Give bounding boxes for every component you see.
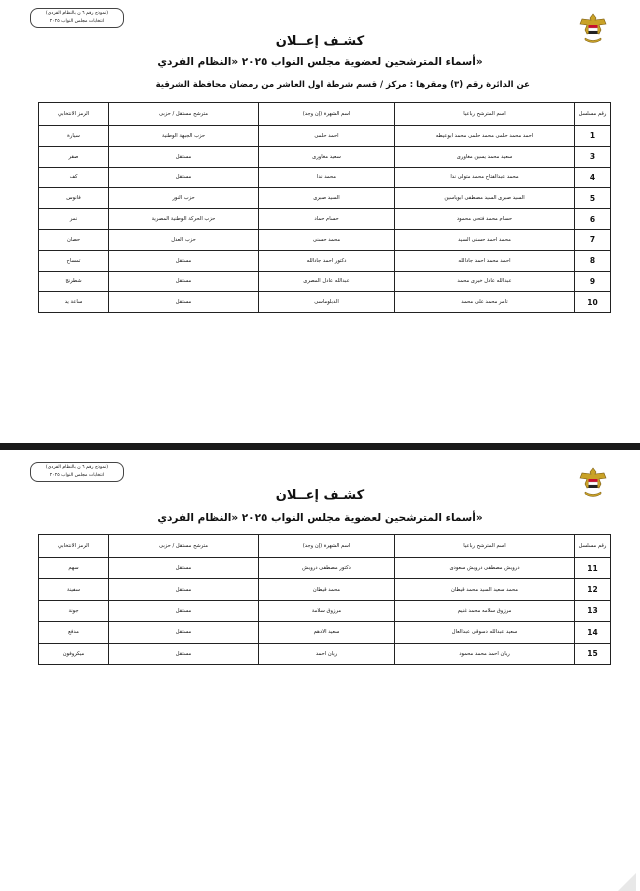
cell-serial-number: 8	[575, 250, 611, 271]
cell-affiliation: حزب الجبهة الوطنية	[109, 126, 259, 147]
cell-affiliation: مستقل	[109, 271, 259, 292]
header-candidate-name: اسم المترشح رباعيا	[395, 535, 575, 558]
cell-fame-name: مرزوق سلامة	[259, 600, 395, 621]
header-affiliation: مترشح مستقل / حزبى	[109, 535, 259, 558]
cell-serial-number: 9	[575, 271, 611, 292]
cell-serial-number: 3	[575, 146, 611, 167]
header-candidate-name: اسم المترشح رباعيا	[395, 103, 575, 126]
candidates-table-page-1	[38, 102, 611, 313]
page-title: كشـف إعــلان	[275, 488, 365, 503]
cell-electoral-symbol: جونة	[39, 600, 109, 621]
cell-electoral-symbol: شطرنج	[39, 271, 109, 292]
cell-candidate-name: احمد محمد احمد جادالله	[395, 250, 575, 271]
table-row	[39, 579, 611, 600]
page-curl	[618, 873, 636, 891]
cell-fame-name: دكتور احمد جادالله	[259, 250, 395, 271]
cell-fame-name: محمد قيطان	[259, 579, 395, 600]
cell-affiliation: مستقل	[109, 292, 259, 313]
cell-fame-name: محمد ندا	[259, 167, 395, 188]
cell-fame-name: السيد صبرى	[259, 188, 395, 209]
table-row	[39, 209, 611, 230]
cell-fame-name: الدبلوماسى	[259, 292, 395, 313]
table-header-row	[39, 103, 611, 126]
cell-affiliation: حزب الحركة الوطنية المصرية	[109, 209, 259, 230]
form-stamp: (نموذج رقم ٦ ن بالنظام الفردي) انتخابات مجلس النواب ٢٠٢٥	[30, 462, 124, 482]
cell-candidate-name: احمد محمد حلمى محمد حلمى محمد ابوعيطه	[395, 126, 575, 147]
cell-affiliation: مستقل	[109, 622, 259, 643]
cell-affiliation: مستقل	[109, 167, 259, 188]
cell-candidate-name: محمد عبدالفتاح محمد متولى ندا	[395, 167, 575, 188]
header-serial-number: رقم مسلسل	[575, 103, 611, 126]
form-stamp: (نموذج رقم ٦ ن بالنظام الفردي) انتخابات مجلس النواب ٢٠٢٥	[30, 8, 124, 28]
header-serial-number: رقم مسلسل	[575, 535, 611, 558]
table-row	[39, 600, 611, 621]
cell-candidate-name: سعيد عبدالله دسوقى عبدالعال	[395, 622, 575, 643]
cell-candidate-name: تامر محمد على محمد	[395, 292, 575, 313]
cell-affiliation: مستقل	[109, 643, 259, 664]
table-row	[39, 250, 611, 271]
cell-fame-name: سعيد مغاورى	[259, 146, 395, 167]
cell-serial-number: 15	[575, 643, 611, 664]
cell-serial-number: 13	[575, 600, 611, 621]
cell-candidate-name: ريان احمد محمد محمود	[395, 643, 575, 664]
cell-serial-number: 10	[575, 292, 611, 313]
cell-serial-number: 14	[575, 622, 611, 643]
cell-electoral-symbol: كف	[39, 167, 109, 188]
cell-affiliation: مستقل	[109, 600, 259, 621]
candidates-table-page-2	[38, 534, 611, 665]
cell-electoral-symbol: سفينة	[39, 579, 109, 600]
cell-candidate-name: محمد احمد حسنى السيد	[395, 229, 575, 250]
cell-electoral-symbol: مدفع	[39, 622, 109, 643]
header-affiliation: مترشح مستقل / حزبى	[109, 103, 259, 126]
cell-serial-number: 12	[575, 579, 611, 600]
page-subtitle: أسماء المترشحين لعضوية مجلس النواب ٢٠٢٥ «النظام الفردي»	[157, 512, 483, 524]
cell-candidate-name: محمد سعيد السيد محمد قيطان	[395, 579, 575, 600]
cell-electoral-symbol: سهم	[39, 558, 109, 579]
district-info: عن الدائرة رقم (٣) ومقرها : مركز / قسم شرطة اول العاشر من رمضان محافظة الشرقية	[155, 80, 530, 90]
cell-candidate-name: درويش مصطفى درويش سعودى	[395, 558, 575, 579]
table-row	[39, 146, 611, 167]
table-row	[39, 126, 611, 147]
cell-affiliation: مستقل	[109, 250, 259, 271]
table-row	[39, 188, 611, 209]
cell-candidate-name: عبدالله عادل خيرى محمد	[395, 271, 575, 292]
cell-candidate-name: مرزوق سلامه محمد غنيم	[395, 600, 575, 621]
cell-electoral-symbol: صقر	[39, 146, 109, 167]
cell-serial-number: 4	[575, 167, 611, 188]
cell-fame-name: احمد حلمى	[259, 126, 395, 147]
cell-electoral-symbol: نمر	[39, 209, 109, 230]
table-row	[39, 643, 611, 664]
cell-electoral-symbol: تمساح	[39, 250, 109, 271]
cell-fame-name: دكتور مصطفى درويش	[259, 558, 395, 579]
cell-candidate-name: حسام محمد فتحى محمود	[395, 209, 575, 230]
cell-electoral-symbol: ميكروفون	[39, 643, 109, 664]
page-separator	[0, 443, 640, 450]
cell-electoral-symbol: ساعة يد	[39, 292, 109, 313]
cell-serial-number: 7	[575, 229, 611, 250]
cell-affiliation: حزب النور	[109, 188, 259, 209]
cell-affiliation: مستقل	[109, 146, 259, 167]
cell-affiliation: مستقل	[109, 558, 259, 579]
page-title: كشـف إعــلان	[275, 34, 365, 49]
cell-candidate-name: السيد صبرى السيد مصطفى ابوياسين	[395, 188, 575, 209]
cell-serial-number: 6	[575, 209, 611, 230]
cell-affiliation: مستقل	[109, 579, 259, 600]
table-row	[39, 292, 611, 313]
cell-serial-number: 1	[575, 126, 611, 147]
table-header-row	[39, 535, 611, 558]
cell-fame-name: محمد حسنى	[259, 229, 395, 250]
header-electoral-symbol: الرمز الانتخابي	[39, 535, 109, 558]
cell-fame-name: عبدالله عادل المصرى	[259, 271, 395, 292]
announcement-page-1	[2, 0, 638, 443]
cell-electoral-symbol: فانوس	[39, 188, 109, 209]
header-fame-name: اسم الشهرة (إن وجد)	[259, 103, 395, 126]
cell-serial-number: 11	[575, 558, 611, 579]
table-row	[39, 229, 611, 250]
table-row	[39, 558, 611, 579]
cell-fame-name: حسام حماد	[259, 209, 395, 230]
table-row	[39, 271, 611, 292]
header-fame-name: اسم الشهرة (إن وجد)	[259, 535, 395, 558]
table-row	[39, 167, 611, 188]
cell-affiliation: حزب العدل	[109, 229, 259, 250]
cell-fame-name: ريان احمد	[259, 643, 395, 664]
announcement-page-2	[2, 450, 638, 891]
cell-electoral-symbol: سيارة	[39, 126, 109, 147]
header-electoral-symbol: الرمز الانتخابي	[39, 103, 109, 126]
table-row	[39, 622, 611, 643]
page-subtitle: أسماء المترشحين لعضوية مجلس النواب ٢٠٢٥ «النظام الفردي»	[157, 56, 483, 68]
cell-candidate-name: سعيد محمد يسين مغاورى	[395, 146, 575, 167]
cell-serial-number: 5	[575, 188, 611, 209]
cell-fame-name: سعيد الادهم	[259, 622, 395, 643]
cell-electoral-symbol: حصان	[39, 229, 109, 250]
